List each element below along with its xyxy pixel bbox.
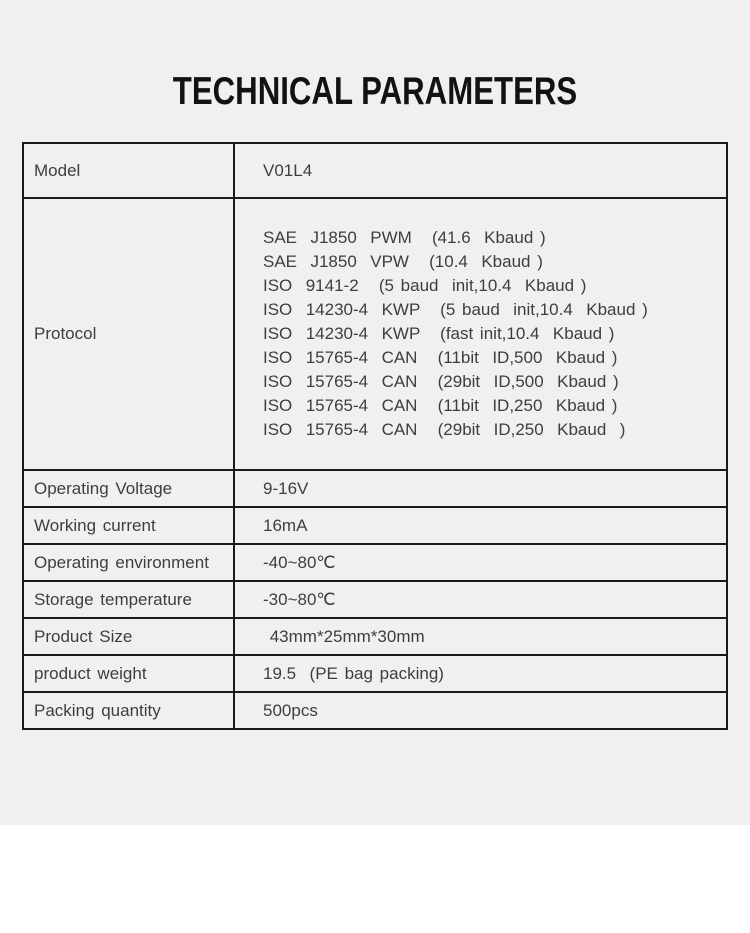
param-label-storage-temperature: Storage temperature bbox=[24, 582, 235, 617]
param-label-packing-quantity: Packing quantity bbox=[24, 693, 235, 728]
protocol-line: ISO 15765-4 CAN (29bit ID,500 Kbaud ) bbox=[263, 372, 619, 391]
protocol-line: ISO 9141-2 (5 baud init,10.4 Kbaud ) bbox=[263, 276, 587, 295]
table-row-storage-temperature bbox=[24, 580, 726, 617]
param-label-operating-voltage: Operating Voltage bbox=[24, 471, 235, 506]
protocol-line: SAE J1850 PWM (41.6 Kbaud ) bbox=[263, 228, 546, 247]
table-row-protocol bbox=[24, 197, 726, 469]
param-value-operating-environment: -40~80℃ bbox=[263, 552, 336, 572]
param-value-product-size: 43mm*25mm*30mm bbox=[263, 626, 425, 646]
param-value-product-weight: 19.5 (PE bag packing) bbox=[263, 663, 444, 683]
protocol-line: ISO 15765-4 CAN (11bit ID,250 Kbaud ) bbox=[263, 396, 618, 415]
table-row-operating-environment bbox=[24, 543, 726, 580]
param-value-storage-temperature: -30~80℃ bbox=[263, 589, 336, 609]
table-row-working-current bbox=[24, 506, 726, 543]
param-value-protocol bbox=[235, 199, 726, 469]
param-label-working-current: Working current bbox=[24, 508, 235, 543]
protocol-line: ISO 15765-4 CAN (29bit ID,250 Kbaud ) bbox=[263, 420, 626, 439]
protocol-line: ISO 14230-4 KWP (fast init,10.4 Kbaud ) bbox=[263, 324, 615, 343]
param-label-product-weight: product weight bbox=[24, 656, 235, 691]
param-value-packing-quantity: 500pcs bbox=[263, 700, 318, 720]
page-title: TECHNICAL PARAMETERS bbox=[172, 70, 578, 113]
table-row-product-weight bbox=[24, 654, 726, 691]
param-label-operating-environment: Operating environment bbox=[24, 545, 235, 580]
protocol-line: ISO 14230-4 KWP (5 baud init,10.4 Kbaud ) bbox=[263, 300, 648, 319]
param-value-working-current: 16mA bbox=[263, 515, 308, 535]
technical-parameters-table bbox=[22, 142, 728, 730]
table-row-packing-quantity bbox=[24, 691, 726, 728]
param-label-protocol: Protocol bbox=[24, 199, 235, 469]
table-row-operating-voltage bbox=[24, 469, 726, 506]
param-label-product-size: Product Size bbox=[24, 619, 235, 654]
protocol-line: SAE J1850 VPW (10.4 Kbaud ) bbox=[263, 252, 543, 271]
param-value-model: V01L4 bbox=[263, 160, 313, 180]
protocol-line: ISO 15765-4 CAN (11bit ID,500 Kbaud ) bbox=[263, 348, 618, 367]
bottom-whitespace bbox=[0, 825, 750, 933]
table-row-model bbox=[24, 144, 726, 197]
param-label-model: Model bbox=[24, 144, 235, 197]
param-value-operating-voltage: 9-16V bbox=[263, 478, 309, 498]
table-row-product-size bbox=[24, 617, 726, 654]
